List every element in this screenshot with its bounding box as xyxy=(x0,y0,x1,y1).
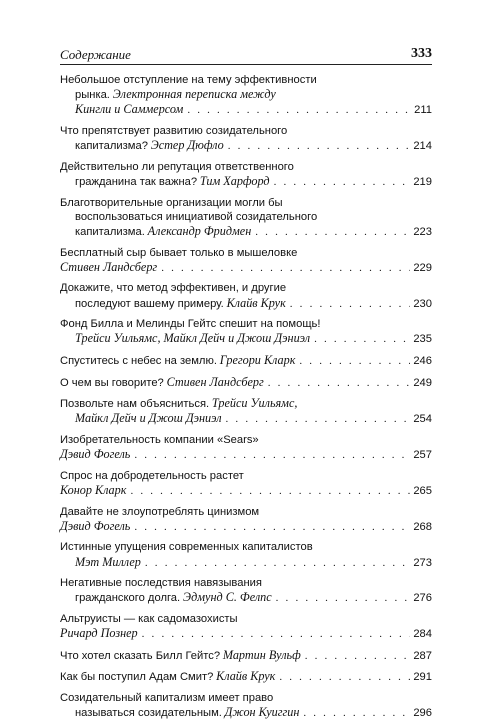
entry-author: Джон Куиггин xyxy=(224,705,300,720)
leader-dots xyxy=(279,670,410,684)
leader-dots xyxy=(187,103,411,117)
entry-title: Спрос на добродетельность растет xyxy=(60,469,244,482)
leader-dots xyxy=(276,591,411,605)
entry-page: 254 xyxy=(413,413,432,426)
section-title: Содержание xyxy=(60,47,131,62)
entry-author: Грегори Кларк xyxy=(219,352,296,367)
leader-dots xyxy=(161,261,410,275)
toc-entry xyxy=(60,469,432,498)
entry-page: 265 xyxy=(413,484,432,497)
leader-dots xyxy=(255,225,410,239)
leader-dots xyxy=(142,627,411,641)
entry-title: Негативные последствия навязывания xyxy=(60,577,262,590)
entry-page: 291 xyxy=(413,671,432,684)
entry-title: Созидательный капитализм имеет право xyxy=(60,691,274,704)
toc-entry xyxy=(60,73,432,118)
entry-title: Альтруисты — как садомазохисты xyxy=(60,612,238,625)
entry-title: Докажите, что метод эффективен, и другие xyxy=(60,282,287,295)
toc-entry xyxy=(60,396,432,426)
running-header xyxy=(60,47,432,65)
leader-dots xyxy=(290,297,411,311)
entry-author: Тим Харфорд xyxy=(199,174,270,188)
toc-entry xyxy=(60,353,432,368)
entry-title: гражданского долга. xyxy=(75,592,181,605)
entry-title: рынка. xyxy=(75,89,110,102)
entry-page: 214 xyxy=(413,140,432,153)
leader-dots xyxy=(268,376,411,390)
entry-author: Дэвид Фогель xyxy=(60,518,131,533)
entry-page: 219 xyxy=(413,176,432,188)
entry-page: 287 xyxy=(413,649,432,662)
entry-author: Майкл Дейч и Джош Дэниэл xyxy=(75,411,222,426)
entry-title: называться созидательным. xyxy=(75,707,222,720)
entry-page: 230 xyxy=(413,297,432,310)
entry-author: Конор Кларк xyxy=(60,482,127,497)
toc-entry xyxy=(60,691,432,720)
entry-author: Клайв Крук xyxy=(226,295,286,310)
leader-dots xyxy=(299,354,410,368)
entry-author: Ричард Познер xyxy=(60,626,138,641)
leader-dots xyxy=(145,556,410,570)
toc-entry xyxy=(60,281,432,310)
toc-entry xyxy=(60,648,432,663)
entry-title: Фонд Билла и Мелинды Гейтс спешит на помощь! xyxy=(60,318,321,331)
toc-entry xyxy=(60,576,432,605)
leader-dots xyxy=(274,175,411,189)
entry-title: Что хотел сказать Билл Гейтс? xyxy=(60,649,221,662)
entry-page: 284 xyxy=(413,628,432,641)
table-of-contents xyxy=(60,73,432,727)
entry-page: 223 xyxy=(413,226,432,238)
entry-title: последуют вашему примеру. xyxy=(75,297,224,310)
entry-title: Что препятствует развитию созидательного xyxy=(60,125,288,137)
entry-page: 273 xyxy=(413,556,432,569)
entry-author: Дэвид Фогель xyxy=(60,447,131,462)
entry-author: Кингли и Саммерсом xyxy=(75,102,184,117)
page-number: 333 xyxy=(411,46,432,61)
leader-dots xyxy=(226,412,411,426)
entry-author: Мэт Миллер xyxy=(75,554,141,569)
entry-title: Благотворительные организации могли бы xyxy=(60,196,283,209)
entry-author: Эстер Дюфло xyxy=(150,138,224,153)
toc-entry xyxy=(60,540,432,569)
entry-page: 249 xyxy=(413,376,432,389)
leader-dots xyxy=(228,139,411,153)
entry-title: капитализма. xyxy=(75,226,145,238)
entry-title: гражданина так важна? xyxy=(75,176,198,188)
leader-dots xyxy=(303,706,410,720)
entry-title: Бесплатный сыр бывает только в мышеловке xyxy=(60,246,298,259)
entry-page: 276 xyxy=(413,592,432,605)
toc-entry xyxy=(60,246,432,275)
entry-page: 229 xyxy=(413,261,432,274)
entry-title: Спуститесь с небес на землю. xyxy=(60,354,217,367)
entry-page: 257 xyxy=(413,449,432,462)
entry-page: 211 xyxy=(414,104,432,117)
entry-author: Стивен Ландсберг xyxy=(60,259,158,274)
entry-author: Трейси Уильямс, Майкл Дейч и Джош Дэниэл xyxy=(75,331,311,346)
entry-title: капитализма? xyxy=(75,140,148,153)
leader-dots xyxy=(305,649,411,663)
entry-page: 235 xyxy=(413,333,432,346)
entry-title: Давайте не злоупотреблять цинизмом xyxy=(60,505,260,518)
entry-title: Как бы поступил Адам Смит? xyxy=(60,671,214,684)
header-rule xyxy=(60,64,432,65)
entry-author: Стивен Ландсберг xyxy=(166,374,264,389)
entry-author: Эдмунд С. Фелпс xyxy=(182,590,272,605)
toc-entry xyxy=(60,433,432,462)
leader-dots xyxy=(314,332,410,346)
toc-entry xyxy=(60,160,432,189)
toc-entry xyxy=(60,196,432,240)
entry-author: Мартин Вульф xyxy=(222,647,301,662)
entry-title: воспользоваться инициативой созидательного xyxy=(75,210,318,223)
entry-title: О чем вы говорите? xyxy=(60,376,164,389)
leader-dots xyxy=(130,484,410,498)
toc-entry xyxy=(60,375,432,390)
entry-page: 246 xyxy=(413,354,432,367)
entry-title: Небольшое отступление на тему эффективности xyxy=(60,74,317,86)
entry-page: 268 xyxy=(413,520,432,533)
leader-dots xyxy=(134,448,410,462)
entry-title: Истинные упущения современных капиталистов xyxy=(60,541,313,554)
entry-author: Клайв Крук xyxy=(216,669,276,684)
toc-entry xyxy=(60,612,432,641)
entry-page: 296 xyxy=(413,707,432,720)
toc-entry xyxy=(60,317,432,346)
entry-author: Александр Фридмен xyxy=(147,224,252,238)
entry-title: Изобретательность компании «Sears» xyxy=(60,433,259,446)
entry-title: Позвольте нам объясниться. xyxy=(60,398,210,411)
leader-dots xyxy=(134,520,410,534)
entry-author: Трейси Уильямс, xyxy=(211,396,298,411)
entry-title: Действительно ли репутация ответственного xyxy=(60,160,294,173)
entry-author: Электронная переписка между xyxy=(112,87,276,102)
toc-entry xyxy=(60,124,432,153)
toc-entry xyxy=(60,505,432,534)
toc-entry xyxy=(60,669,432,684)
